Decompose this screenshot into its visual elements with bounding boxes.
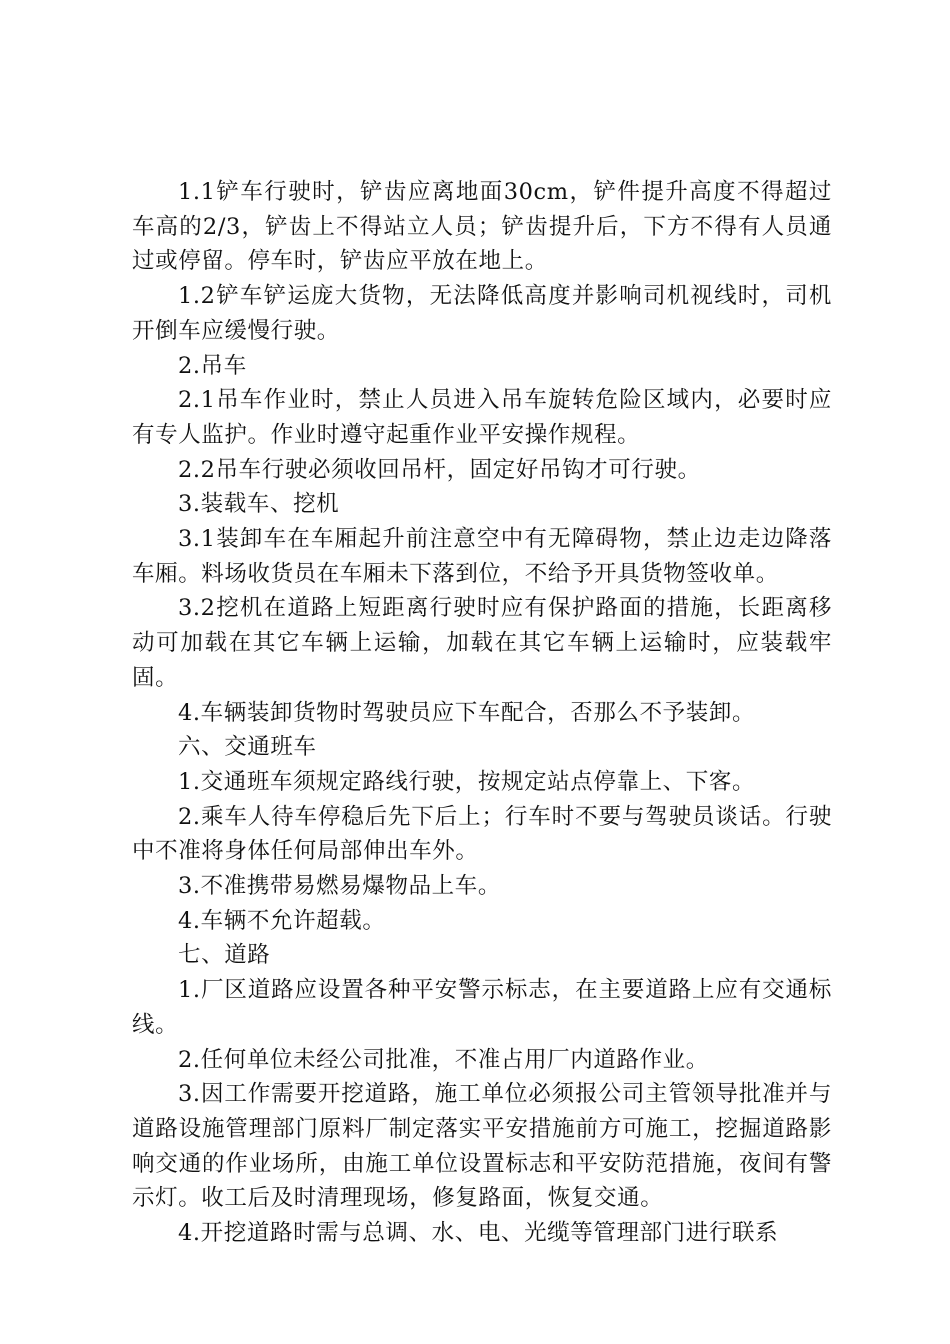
heading-crane: 2.吊车 — [178, 352, 247, 379]
heading-section-six-shuttle: 六、交通班车 — [178, 734, 317, 761]
heading-section-seven-roads: 七、道路 — [178, 942, 271, 969]
paragraph-shuttle-3: 3.不准携带易燃易爆物品上车。 — [178, 873, 501, 900]
paragraph-shuttle-4: 4.车辆不允许超载。 — [178, 907, 386, 934]
paragraph-forklift-1-2: 1.2铲车铲运庞大货物，无法降低高度并影响司机视线时，司机开倒车应缓慢行驶。 — [132, 283, 832, 344]
paragraph-crane-2-1: 2.1吊车作业时，禁止人员进入吊车旋转危险区域内，必要时应有专人监护。作业时遵守起重作业平安操作规程。 — [132, 387, 832, 448]
paragraph-shuttle-1: 1.交通班车须规定路线行驶，按规定站点停靠上、下客。 — [178, 768, 756, 795]
paragraph-roads-2: 2.任何单位未经公司批准，不准占用厂内道路作业。 — [178, 1046, 709, 1073]
paragraph-roads-4: 4.开挖道路时需与总调、水、电、光缆等管理部门进行联系 — [178, 1220, 779, 1247]
document-body — [132, 175, 832, 1251]
heading-loader-excavator: 3.装载车、挖机 — [178, 491, 340, 518]
paragraph-loading-4: 4.车辆装卸货物时驾驶员应下车配合，否那么不予装卸。 — [178, 699, 756, 726]
paragraph-shuttle-2: 2.乘车人待车停稳后先下后上；行车时不要与驾驶员谈话。行驶中不准将身体任何局部伸出车外。 — [132, 803, 832, 865]
paragraph-loader-3-1: 3.1装卸车在车厢起升前注意空中有无障碍物，禁止边走边降落车厢。料场收货员在车厢未下落到位，不给予开具货物签收单。 — [132, 526, 832, 587]
paragraph-roads-3: 3.因工作需要开挖道路，施工单位必须报公司主管领导批准并与道路设施管理部门原料厂制定落实平安措施前方可施工，挖掘道路影响交通的作业场所，由施工单位设置标志和平安防范措施，夜间有警示灯。收工后及时清理现场，修复路面，恢复交通。 — [132, 1081, 832, 1212]
paragraph-forklift-1-1: 1.1铲车行驶时，铲齿应离地面30cm，铲件提升高度不得超过车高的2/3，铲齿上不得站立人员；铲齿提升后，下方不得有人员通过或停留。停车时，铲齿应平放在地上。 — [132, 179, 832, 275]
paragraph-excavator-3-2: 3.2挖机在道路上短距离行驶时应有保护路面的措施，长距离移动可加载在其它车辆上运输，加载在其它车辆上运输时，应装载牢固。 — [132, 595, 832, 691]
paragraph-crane-2-2: 2.2吊车行驶必须收回吊杆，固定好吊钩才可行驶。 — [178, 456, 701, 483]
paragraph-roads-1: 1.厂区道路应设置各种平安警示标志，在主要道路上应有交通标线。 — [132, 977, 832, 1038]
